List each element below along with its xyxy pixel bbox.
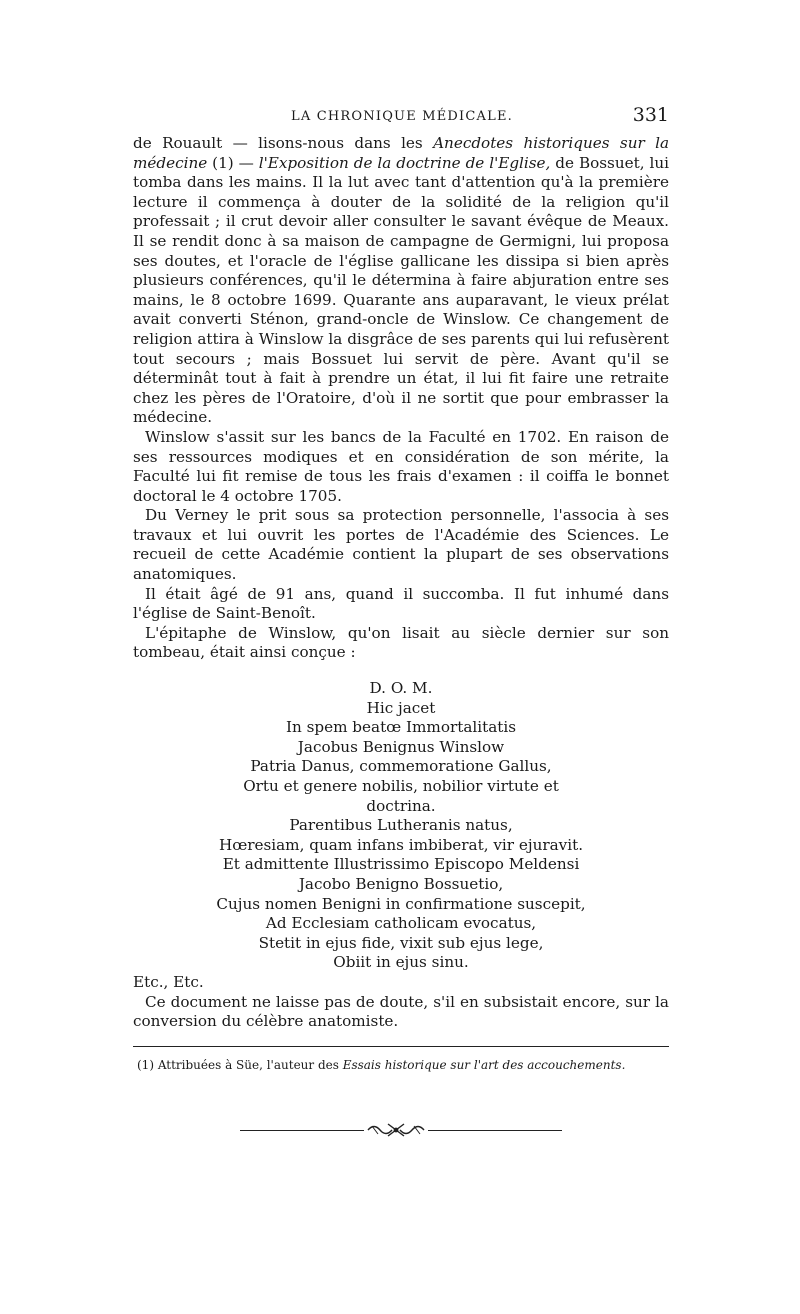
epitaph-line: Stetit in ejus fide, vixit sub ejus lege, — [258, 933, 544, 952]
footnote-text: Attribuées à Süe, l'auteur des — [157, 1057, 343, 1072]
epitaph-line: Patria Danus, commemoratione Gallus, — [250, 757, 552, 776]
epitaph-line: In spem beatœ Immortalitatis — [285, 718, 517, 737]
paragraph-5: L'épitaphe de Winslow, qu'on lisait au siècle dernier sur son tombeau, était ainsi conçue : — [133, 623, 669, 662]
p1-text: de Bossuet, lui tomba dans les mains. Il la lut avec tant d'attention qu'à la première lecture il commença à douter de la solidité de la religion qu'il professait ; il crut devoir aller consulter le savant évêque de Meaux. Il se rendit donc à sa maison de campagne de Germigni, lui proposa ses doutes, et l'oracle de l'église gallicane les dissipa si bien après plusieurs conférences, qu'il le détermina à faire abjuration entre ses mains, le 8 octobre 1699. Quarante ans auparavant, le vieux prélat avait converti Sténon, grand-oncle de Winslow. Ce changement de religion attira à Winslow la disgrâce de ses parents qui lui refusèrent tout secours ; mais Bossuet lui servit de père. Avant qu'il se déterminât tout à fait à prendre un état, il lui fit faire une retraite chez les pères de l'Oratoire, d'où il ne sortit que pour embrasser la médecine. — [133, 153, 669, 427]
epitaph-line: Jacobus Benignus Winslow — [297, 737, 505, 756]
epitaph — [133, 679, 669, 973]
book-title-anecdotes: Anecdotes historiques sur la médecine — [133, 134, 670, 172]
running-head — [133, 104, 669, 134]
ornament-rule-left — [240, 1130, 364, 1131]
epitaph-line: Cujus nomen Benigni in confirmatione suscepit, — [216, 894, 586, 913]
footnote-marker: (1) — [137, 1057, 158, 1072]
epitaph-line: Et admittente Illustrissimo Episcopo Meldensi — [222, 855, 580, 874]
p1-intro: de Rouault — lisons-nous dans les — [133, 134, 434, 152]
footnote — [133, 1057, 669, 1073]
body-text — [133, 134, 669, 663]
paragraph-6: Ce document ne laisse pas de doute, s'il en subsistait encore, sur la conversion du célèbre anatomiste. — [133, 992, 669, 1031]
ornament-rule-right — [428, 1130, 562, 1131]
etc-line: Etc., Etc. — [133, 972, 204, 991]
flourish-icon — [366, 1120, 426, 1140]
epitaph-line: Parentibus Lutheranis natus, — [289, 816, 513, 835]
paragraph-1 — [133, 134, 669, 428]
paragraph-2: Winslow s'assit sur les bancs de la Faculté en 1702. En raison de ses ressources modiques et en considération de son mérite, la Faculté lui fit remise de tous les frais d'examen : il coiffa le bonnet doctoral le 4 octobre 1705. — [133, 427, 669, 505]
page-number: 331 — [632, 104, 669, 126]
epitaph-line: Ortu et genere nobilis, nobilior virtute et — [243, 777, 559, 795]
closing-text — [133, 973, 669, 1032]
footnote-book-title: Essais historique sur l'art des accouchements. — [342, 1057, 626, 1072]
epitaph-line: Obiit in ejus sinu. — [333, 953, 469, 972]
paragraph-3: Du Verney le prit sous sa protection personnelle, l'associa à ses travaux et lui ouvrit les portes de l'Académie des Sciences. Le recueil de cette Académie contient la plupart de ses observations anatomiques. — [133, 506, 669, 584]
footnote-reference: (1) — — [207, 153, 259, 172]
closing-ornament — [240, 1119, 562, 1141]
epitaph-line: Jacobo Benigno Bossuetio, — [298, 874, 504, 893]
footnote-divider — [133, 1046, 669, 1047]
book-title-exposition: l'Exposition de la doctrine de l'Eglise, — [258, 153, 551, 172]
epitaph-line: D. O. M. — [369, 679, 433, 698]
page-content — [133, 104, 669, 1073]
epitaph-line: Ad Ecclesiam catholicam evocatus, — [265, 914, 537, 933]
epitaph-line: doctrina. — [366, 796, 436, 815]
epitaph-line: Hœresiam, quam infans imbiberat, vir ejuravit. — [218, 835, 584, 854]
paragraph-4: Il était âgé de 91 ans, quand il succomba. Il fut inhumé dans l'église de Saint-Benoît. — [133, 584, 669, 623]
running-title: LA CHRONIQUE MÉDICALE. — [291, 109, 513, 124]
epitaph-line: Hic jacet — [366, 698, 436, 717]
